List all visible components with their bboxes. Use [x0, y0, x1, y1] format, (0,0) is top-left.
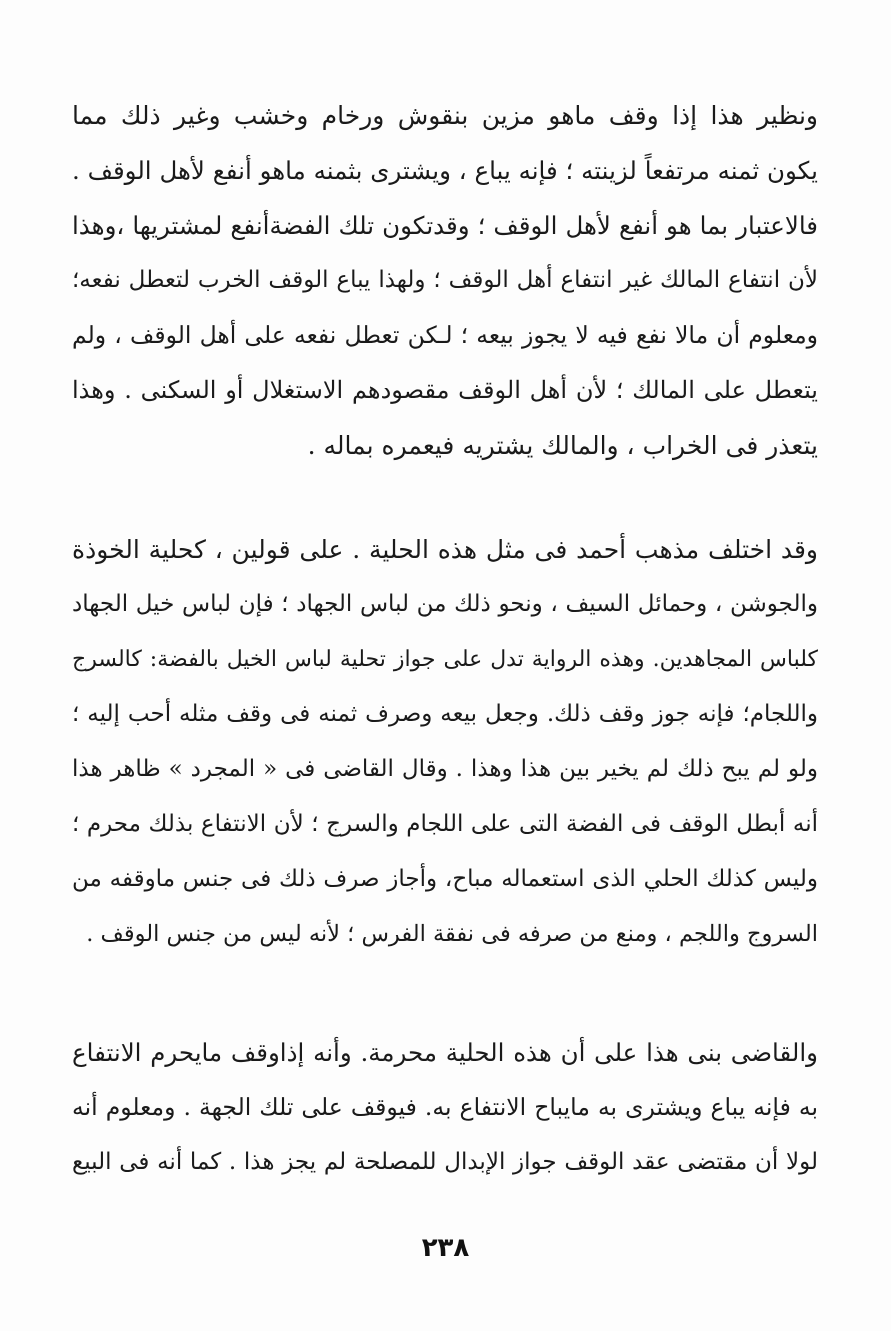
- text-line: فالاعتبار بما هو أنفع لأهل الوقف ؛ وقدتكون تلك الفضةأنفع لمشتريها ،وهذا: [72, 211, 818, 240]
- text-line: والقاضى بنى هذا على أن هذه الحلية محرمة. وأنه إذاوقف مايحرم الانتفاع: [72, 1038, 818, 1067]
- text-line: لولا أن مقتضى عقد الوقف جواز الإبدال للمصلحة لم يجز هذا . كما أنه فى البيع: [72, 1149, 818, 1175]
- text-line: كلباس المجاهدين. وهذه الرواية تدل على جواز تحلية لباس الخيل بالفضة: كالسرج: [72, 647, 818, 672]
- paragraph-3: [72, 1025, 818, 1190]
- text-line: به فإنه يباع ويشترى به مايباح الانتفاع به. فيوقف على تلك الجهة . ومعلوم أنه: [72, 1093, 818, 1121]
- text-line: لأن انتفاع المالك غير انتفاع أهل الوقف ؛ ولهذا يباع الوقف الخرب لتعطل نفعه؛: [72, 267, 818, 293]
- text-line: وليس كذلك الحلي الذى استعماله مباح، وأجاز صرف ذلك فى جنس ماوقفه من: [72, 866, 818, 892]
- paragraph-1: [72, 88, 818, 473]
- text-line: وقد اختلف مذهب أحمد فى مثل هذه الحلية . على قولين ، كحلية الخوذة: [72, 535, 818, 564]
- text-line: والجوشن ، وحمائل السيف ، ونحو ذلك من لباس الجهاد ؛ فإن لباس خيل الجهاد: [72, 591, 818, 617]
- text-line: ولو لم يبح ذلك لم يخير بين هذا وهذا . وقال القاضى فى « المجرد » ظاهر هذا: [72, 756, 818, 782]
- text-line: يتعطل على المالك ؛ لأن أهل الوقف مقصودهم الاستغلال أو السكنى . وهذا: [72, 376, 818, 404]
- text-line: واللجام؛ فإنه جوز وقف ذلك. وجعل بيعه وصرف ثمنه فى وقف مثله أحب إليه ؛: [72, 701, 818, 727]
- text-line: السروج واللجم ، ومنع من صرفه فى نفقة الفرس ؛ لأنه ليس من جنس الوقف .: [86, 921, 818, 947]
- text-line: يتعذر فى الخراب ، والمالك يشتريه فيعمره بماله .: [307, 431, 818, 460]
- text-line: يكون ثمنه مرتفعاً لزينته ؛ فإنه يباع ، ويشترى بثمنه ماهو أنفع لأهل الوقف .: [72, 156, 818, 185]
- text-line: ونظير هذا إذا وقف ماهو مزين بنقوش ورخام وخشب وغير ذلك مما: [72, 101, 818, 130]
- text-line: أنه أبطل الوقف فى الفضة التى على اللجام والسرج ؛ لأن الانتفاع بذلك محرم ؛: [72, 811, 818, 837]
- paragraph-2: [72, 522, 818, 962]
- text-line: ومعلوم أن مالا نفع فيه لا يجوز بيعه ؛ لـكن تعطل نفعه على أهل الوقف ، ولم: [72, 321, 818, 349]
- page-number: ٢٣٨: [421, 1233, 470, 1263]
